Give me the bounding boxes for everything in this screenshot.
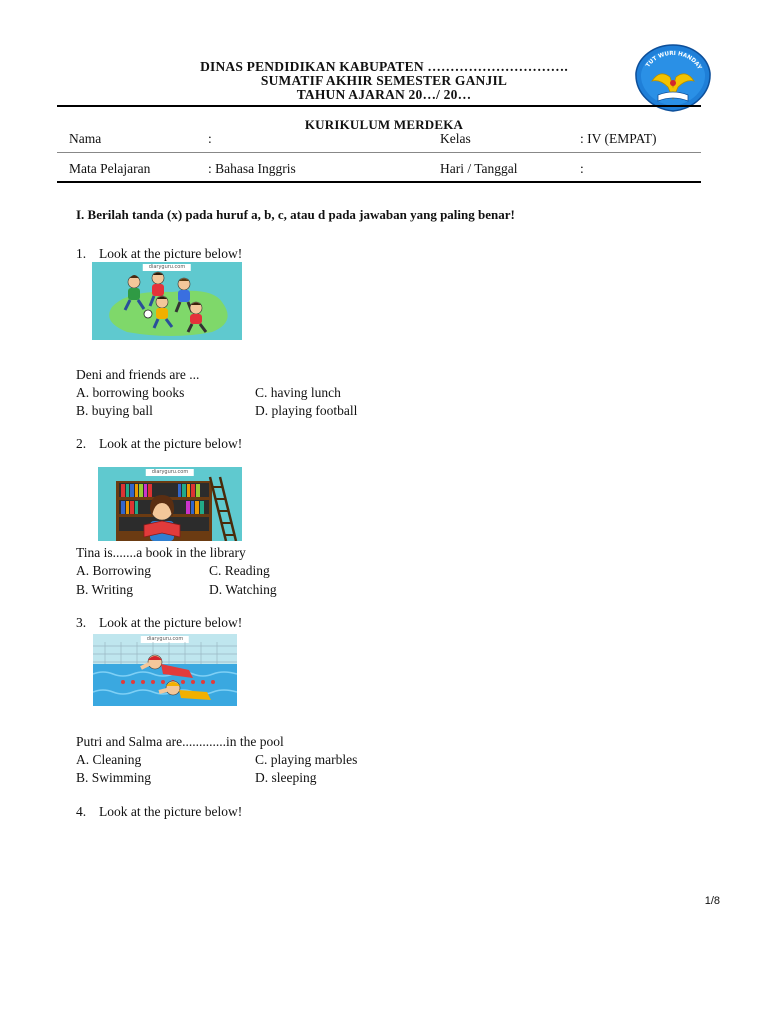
question-number: 2. <box>76 436 87 451</box>
option-c[interactable]: C. Reading <box>209 563 270 578</box>
header-top-rule <box>57 105 701 107</box>
option-b[interactable]: B. Swimming <box>76 770 152 785</box>
question-prompt: Look at the picture below! <box>99 246 243 261</box>
option-d[interactable]: D. sleeping <box>255 770 317 785</box>
info-bottom-rule <box>57 181 701 183</box>
option-a[interactable]: A. borrowing books <box>76 385 185 400</box>
option-c[interactable]: C. playing marbles <box>255 752 358 767</box>
option-c[interactable]: C. having lunch <box>255 385 341 400</box>
swimming-pool-picture <box>93 634 237 706</box>
header-school-year: TAHUN AJARAN 20…/ 20… <box>296 87 472 102</box>
question-number: 4. <box>76 804 87 819</box>
question-number: 3. <box>76 615 87 630</box>
nama-label: Nama <box>69 131 102 146</box>
question-number: 1. <box>76 246 87 261</box>
option-d[interactable]: D. playing football <box>255 403 358 418</box>
page-number: 1/8 <box>704 895 720 907</box>
option-a[interactable]: A. Cleaning <box>76 752 142 767</box>
picture-watermark: diaryguru.com <box>143 264 191 271</box>
picture-watermark: diaryguru.com <box>141 636 189 643</box>
logo-motto: TUT WURI HANDAY <box>645 50 702 71</box>
nama-colon: : <box>208 131 212 146</box>
question-prompt: Look at the picture below! <box>99 615 243 630</box>
info-divider <box>57 152 701 153</box>
curriculum-title: KURIKULUM MERDEKA <box>304 117 464 132</box>
mapel-label: Mata Pelajaran <box>69 161 151 176</box>
picture-watermark: diaryguru.com <box>146 469 194 476</box>
option-b[interactable]: B. Writing <box>76 582 133 597</box>
option-d[interactable]: D. Watching <box>209 582 277 597</box>
tut-wuri-handayani-logo <box>634 43 712 113</box>
kelas-label: Kelas <box>440 131 471 146</box>
football-picture <box>92 262 242 340</box>
kelas-value: : IV (EMPAT) <box>580 131 657 146</box>
hari-label: Hari / Tanggal <box>440 161 518 176</box>
instruction: I. Berilah tanda (x) pada huruf a, b, c, atau d pada jawaban yang paling benar! <box>76 207 515 222</box>
header-agency: DINAS PENDIDIKAN KABUPATEN …………………………. <box>200 59 568 74</box>
question-stem: Tina is.......a book in the library <box>76 545 246 560</box>
hari-colon: : <box>580 161 584 176</box>
option-a[interactable]: A. Borrowing <box>76 563 151 578</box>
mapel-value: : Bahasa Inggris <box>208 161 296 176</box>
library-reading-picture <box>98 467 242 541</box>
question-stem: Deni and friends are ... <box>76 367 200 382</box>
question-stem: Putri and Salma are.............in the pool <box>76 734 284 749</box>
header-exam-title: SUMATIF AKHIR SEMESTER GANJIL <box>260 73 508 88</box>
option-b[interactable]: B. buying ball <box>76 403 153 418</box>
question-prompt: Look at the picture below! <box>99 436 243 451</box>
soccer-ball <box>144 310 152 318</box>
question-prompt: Look at the picture below! <box>99 804 243 819</box>
